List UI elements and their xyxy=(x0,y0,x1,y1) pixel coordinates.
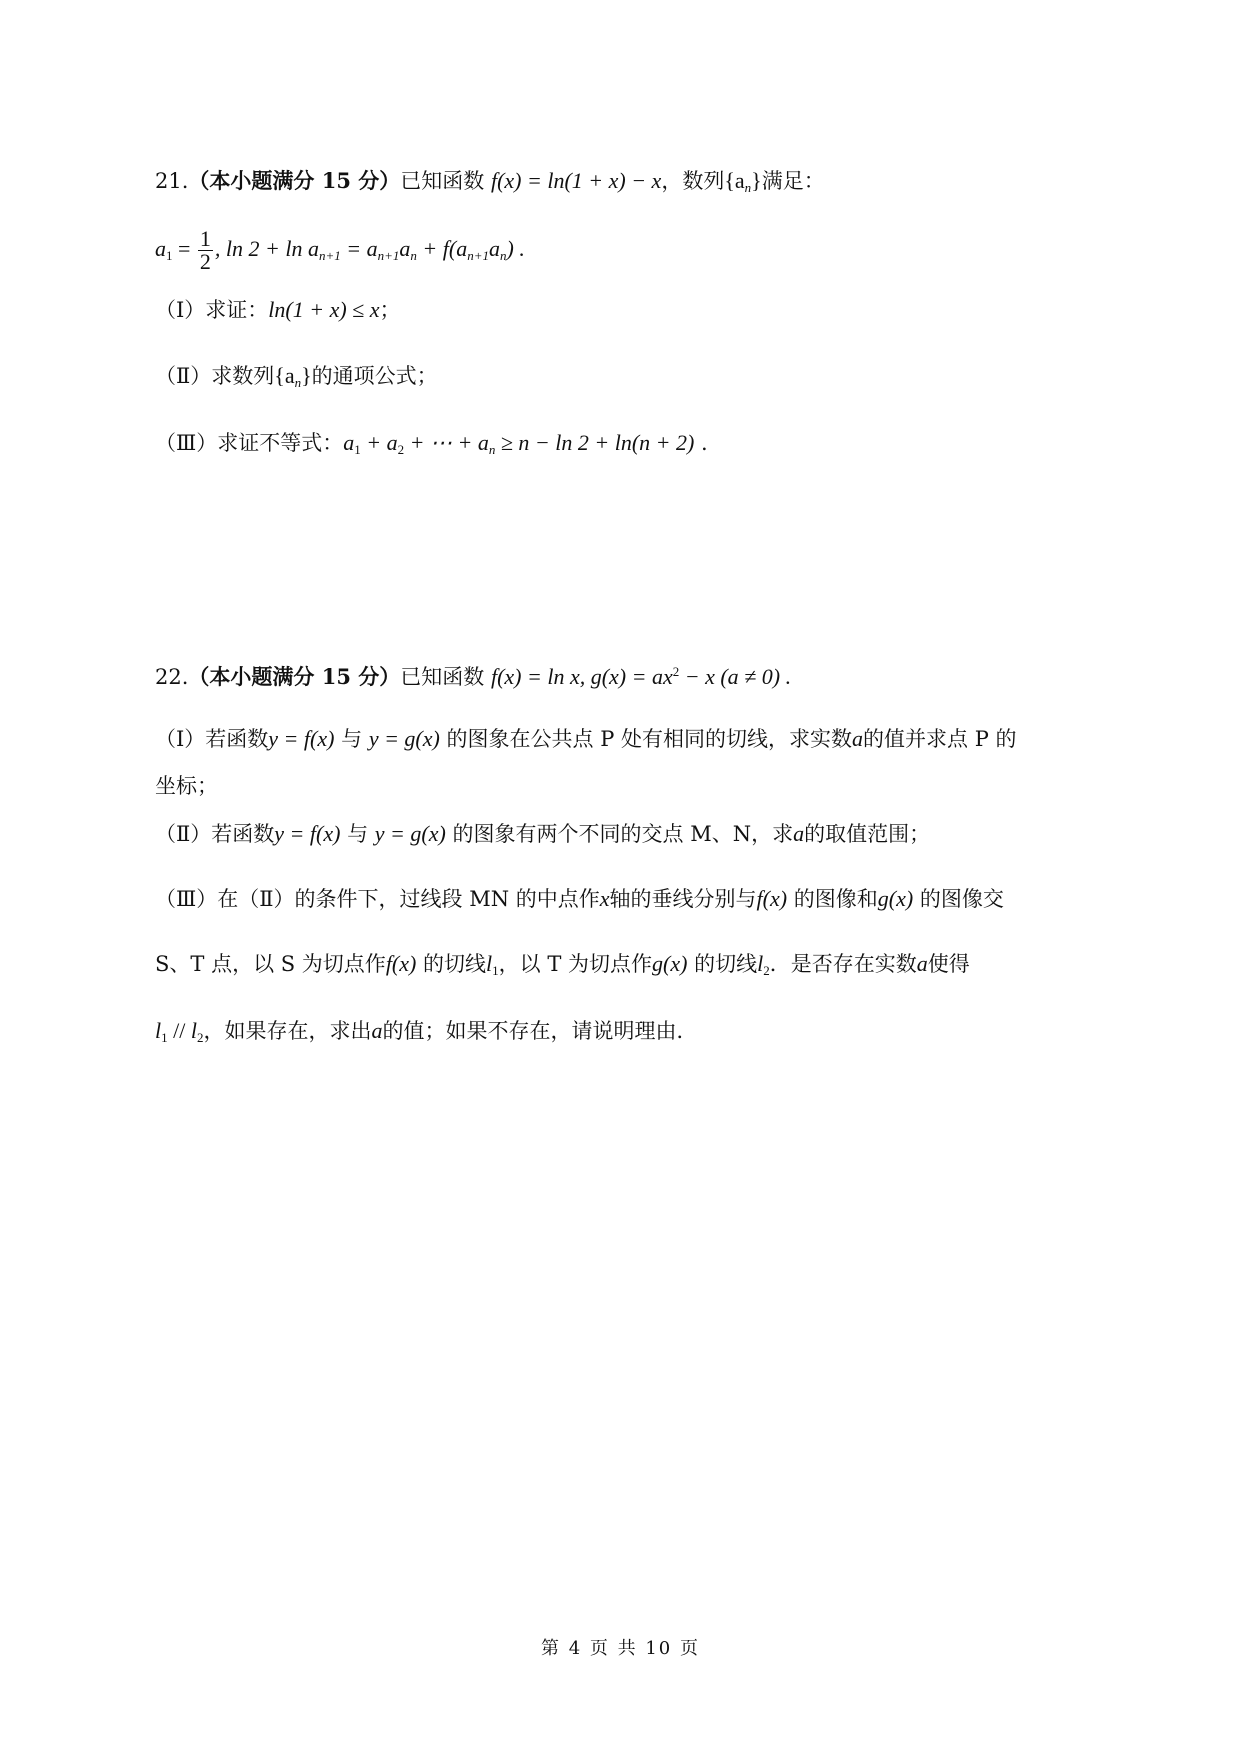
q22-part1-text: 的图象在公共点 P 处有相同的切线，求实数 xyxy=(446,727,853,751)
q22-part3-g2: g(x) xyxy=(652,951,688,976)
q21-sequence: $\{a_n\}$ xyxy=(724,168,762,195)
q22-stem xyxy=(155,656,791,693)
q21-part2-text: 的通项公式； xyxy=(311,364,438,388)
q22-part3-text-a: （Ⅲ）在（Ⅱ）的条件下，过线段 MN 的中点作 xyxy=(155,887,600,911)
q22-part1 xyxy=(155,723,1017,755)
q22-part2-text: 的图象有两个不同的交点 M、N，求 xyxy=(452,822,794,846)
q21-function-def: f(x) = ln(1 + x) − x xyxy=(490,168,662,193)
q22-part2-and: 与 xyxy=(347,822,369,846)
q21-part1-math: ln(1 + x) ≤ x xyxy=(268,297,380,322)
q22-part1-a: a xyxy=(852,726,864,751)
q22-part3-a: a xyxy=(916,951,928,976)
q21-condition xyxy=(155,228,525,273)
q21-part2-sequence: $\{a_n\}$ xyxy=(274,363,312,390)
q22-part2-text2: 的取值范围； xyxy=(804,822,931,846)
q21-part1-end: ； xyxy=(379,298,401,322)
q22-part3-line2 xyxy=(155,948,970,987)
q22-part2-label: （Ⅱ）若函数 xyxy=(155,822,275,846)
q21-condition-math: $a_1$ = $\frac{1}{2}$ , $\ln 2 + \ln a_{n+1} = a_{n+1}a_n + f(a_{n+1}a_n)$ . xyxy=(155,226,525,274)
q21-part3 xyxy=(155,427,708,466)
q22-function-defs: f(x) = ln x, $g(x) = ax^2 - x$ (a ≠ 0) . xyxy=(490,664,792,689)
q22-part3-text-j: 使得 xyxy=(927,952,970,976)
q21-stem-middle: ，数列 xyxy=(661,169,725,193)
one-half-fraction: $\frac{1}{2}$ xyxy=(199,226,211,274)
q21-part1 xyxy=(155,294,401,326)
q22-part1-y2: y = g(x) xyxy=(368,726,440,751)
q22-part3-text-l: 的值；如果不存在，请说明理由． xyxy=(382,1019,698,1043)
q22-part3-l2: $l_2$ xyxy=(757,951,770,978)
q22-part1-continuation xyxy=(155,770,218,802)
q22-part3-text-d: 的图像交 xyxy=(919,887,1004,911)
q22-part3-f: f(x) xyxy=(756,886,788,911)
page-number-footer: 第 4 页 共 10 页 xyxy=(541,1638,700,1659)
q21-part3-end: . xyxy=(694,431,708,455)
q22-part2-a: a xyxy=(793,821,805,846)
q21-points-note: （本小题满分 15 分） xyxy=(188,168,401,193)
q22-part1-and: 与 xyxy=(341,727,363,751)
q22-part3-text-k: ，如果存在，求出 xyxy=(203,1019,372,1043)
q22-part3-text-e: S、T 点，以 S 为切点作 xyxy=(155,952,386,976)
q22-part3-text-h: 的切线 xyxy=(694,952,758,976)
q21-part2 xyxy=(155,360,438,399)
q21-part3-math: $a_1 + a_2$ + ⋯ + $a_n \ge n - \ln 2 + \ln(n + 2)$ xyxy=(343,430,695,457)
q21-number: 21. xyxy=(155,169,189,193)
q22-part1-label: （Ⅰ）若函数 xyxy=(155,727,269,751)
q22-part1-y1: y = f(x) xyxy=(268,726,335,751)
q22-part3-g: g(x) xyxy=(877,886,914,911)
q22-part3-a2: a xyxy=(371,1018,383,1043)
q22-part3-x: x xyxy=(599,886,610,911)
q22-points-note: （本小题满分 15 分） xyxy=(188,664,401,689)
q22-part3-text-f: 的切线 xyxy=(423,952,487,976)
q22-part3-text-i: ．是否存在实数 xyxy=(769,952,917,976)
q22-part3-f2: f(x) xyxy=(385,951,417,976)
q22-number: 22. xyxy=(155,665,189,689)
q21-stem xyxy=(155,165,825,204)
q22-part2 xyxy=(155,818,930,850)
q22-part2-y2: y = g(x) xyxy=(374,821,446,846)
q22-part3-l1: $l_1$ xyxy=(486,951,499,978)
q22-part3-text-c: 的图像和 xyxy=(793,887,878,911)
q22-part3-parallel: $l_1 // l_2$ xyxy=(155,1018,204,1045)
q21-stem-suffix: 满足： xyxy=(761,169,825,193)
q22-part1-text2: 的值并求点 P 的 xyxy=(863,727,1017,751)
q22-part3-line3 xyxy=(155,1015,697,1054)
q21-part2-label: （Ⅱ）求数列 xyxy=(155,364,275,388)
q22-part2-y1: y = f(x) xyxy=(274,821,341,846)
q22-part3-text-b: 轴的垂线分别与 xyxy=(609,887,757,911)
q21-part1-label: （Ⅰ）求证： xyxy=(155,298,269,322)
q22-part3-line1 xyxy=(155,883,1004,915)
q21-stem-prefix: 已知函数 xyxy=(400,169,485,193)
q22-part1-cont-text: 坐标； xyxy=(155,774,218,798)
q21-part3-label: （Ⅲ）求证不等式： xyxy=(155,431,344,455)
q22-part3-text-g: ，以 T 为切点作 xyxy=(498,952,653,976)
q22-stem-prefix: 已知函数 xyxy=(400,665,485,689)
